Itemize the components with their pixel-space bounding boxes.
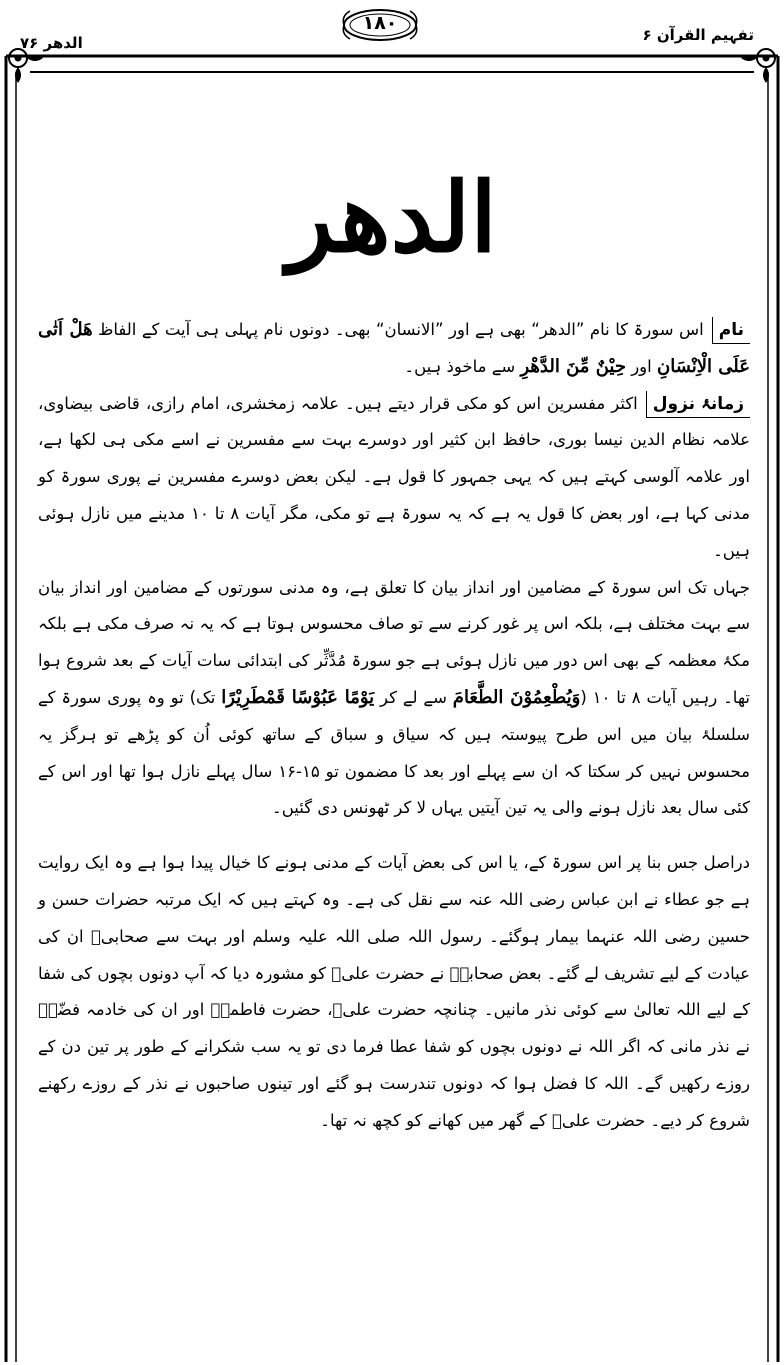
surah-title: الدھر	[287, 161, 497, 274]
paragraph-text: سے لے کر	[374, 687, 453, 707]
paragraph-text: اکثر مفسرین اس کو مکی قرار دیتے ہیں۔ علامہ زمخشری، امام رازی، قاضی بیضاوی، علامہ نظام الدین نیسا بوری، حافظ ابن کثیر اور دوسرے بہت سے مفسرین نے اسے مکی ہی لکھا ہے، اور علامہ آلوسی کہتے ہیں کہ یہی جمہور کا قول ہے۔ لیکن بعض دوسرے مفسرین نے پوری سورۃ کو مدنی کہا ہے، اور بعض کا قول یہ ہے کہ یہ سورۃ ہے تو مکی، مگر آیات ۸ تا ۱۰ مدینے میں نازل ہوئی ہیں۔	[38, 393, 750, 560]
paragraph-text: تک) تو وہ پوری سورۃ کے سلسلۂ بیان میں اس طرح پیوستہ ہیں کہ سیاق و سباق کے ساتھ کوئی اُن کو پڑھے تو ہرگز یہ محسوس نہیں کر سکتا کہ ان سے پہلے اور بعد کا مضمون تو ۱۵-۱۶ سال پہلے نازل ہوا تھا اور اس کے کئی سال بعد نازل ہونے والی یہ تین آیتیں یہاں لا کر ٹھونس دی گئیں۔	[38, 687, 750, 818]
paragraph-style	[38, 570, 750, 828]
paragraph-text: سے ماخوذ ہیں۔	[404, 356, 521, 376]
page-number-ornament	[340, 6, 420, 44]
paragraph-text: اس سورۃ کا نام ”الدھر“ بھی ہے اور ”الانسان“ بھی۔ دونوں نام پہلی ہی آیت کے الفاظ	[92, 320, 704, 339]
paragraph-narration	[38, 845, 750, 1139]
arabic-quote: ھَلْ اَتٰی عَلَی الْاِنْسَانِ	[38, 319, 750, 377]
arabic-quote: وَيُطْعِمُوْنَ الطَّعَامَ	[452, 686, 581, 708]
arabic-quote: حِیْنٌ مِّنَ الدَّھْرِ	[520, 355, 626, 377]
book-title: تفہیم القرآن ۶	[642, 26, 754, 44]
section-heading-revelation: زمانۂ نزول	[646, 391, 750, 418]
paragraph-text: اور	[625, 356, 657, 376]
page-number: ۱۸۰	[362, 12, 398, 34]
paragraph-name	[38, 312, 750, 386]
paragraph-revelation	[38, 386, 750, 570]
arabic-quote: يَوْمًا عَبُوْسًا قَمْطَرِيْرًا	[221, 686, 375, 708]
body-text	[38, 312, 750, 1140]
paragraph-spacer	[38, 827, 750, 845]
paragraph-text: دراصل جس بنا پر اس سورۃ کے، یا اس کی بعض آیات کے مدنی ہونے کا خیال پیدا ہوا ہے وہ ایک روایت ہے جو عطاء نے ابن عباس رضی اللہ عنہ سے نقل کی ہے۔ وہ کہتے ہیں کہ ایک مرتبہ حضرات حسن و حسین رضی اللہ عنہما بیمار ہوگئے۔ رسول اللہ صلی اللہ علیہ وسلم اور بہت سے صحابیؓ ان کی عیادت کے لیے تشریف لے گئے۔ بعض صحابہؓ نے حضرت علیؓ کو مشورہ دیا کہ آپ دونوں بچوں کی شفا کے لیے اللہ تعالیٰ سے کوئی نذر مانیں۔ چنانچہ حضرت علیؓ، حضرت فاطمہؓ اور ان کی خادمہ فضّہؓ نے نذر مانی کہ اگر اللہ نے دونوں بچوں کو شفا عطا فرما دی تو یہ سب شکرانے کے طور پر تین دن کے روزے رکھیں گے۔ اللہ کا فضل ہوا کہ دونوں تندرست ہو گئے اور تینوں صاحبوں نے نذر کے روزے رکھنے شروع کر دیے۔ حضرت علیؓ کے گھر میں کھانے کو کچھ نہ تھا۔	[38, 853, 750, 1130]
corner-ornament-left-icon	[9, 49, 43, 83]
surah-reference: الدھر ۷۶	[20, 34, 83, 52]
section-heading-name: نام	[712, 317, 750, 344]
paragraph-text: جہاں تک اس سورۃ کے مضامین اور انداز بیان کا تعلق ہے، وہ مدنی سورتوں کے مضامین اور انداز بیان سے بہت مختلف ہے، بلکہ اس پر غور کرنے سے تو صاف محسوس ہوتا ہے کہ یہ نہ صرف مکی ہے بلکہ مکۂ معظمہ کے بھی اس دور میں نازل ہوئی ہے جو سورۃ مُدَّثِّر کی ابتدائی سات آیات کے بعد شروع ہوا تھا۔ رہیں آیات ۸ تا ۱۰ (	[38, 577, 751, 707]
corner-ornament-right-icon	[741, 49, 775, 83]
